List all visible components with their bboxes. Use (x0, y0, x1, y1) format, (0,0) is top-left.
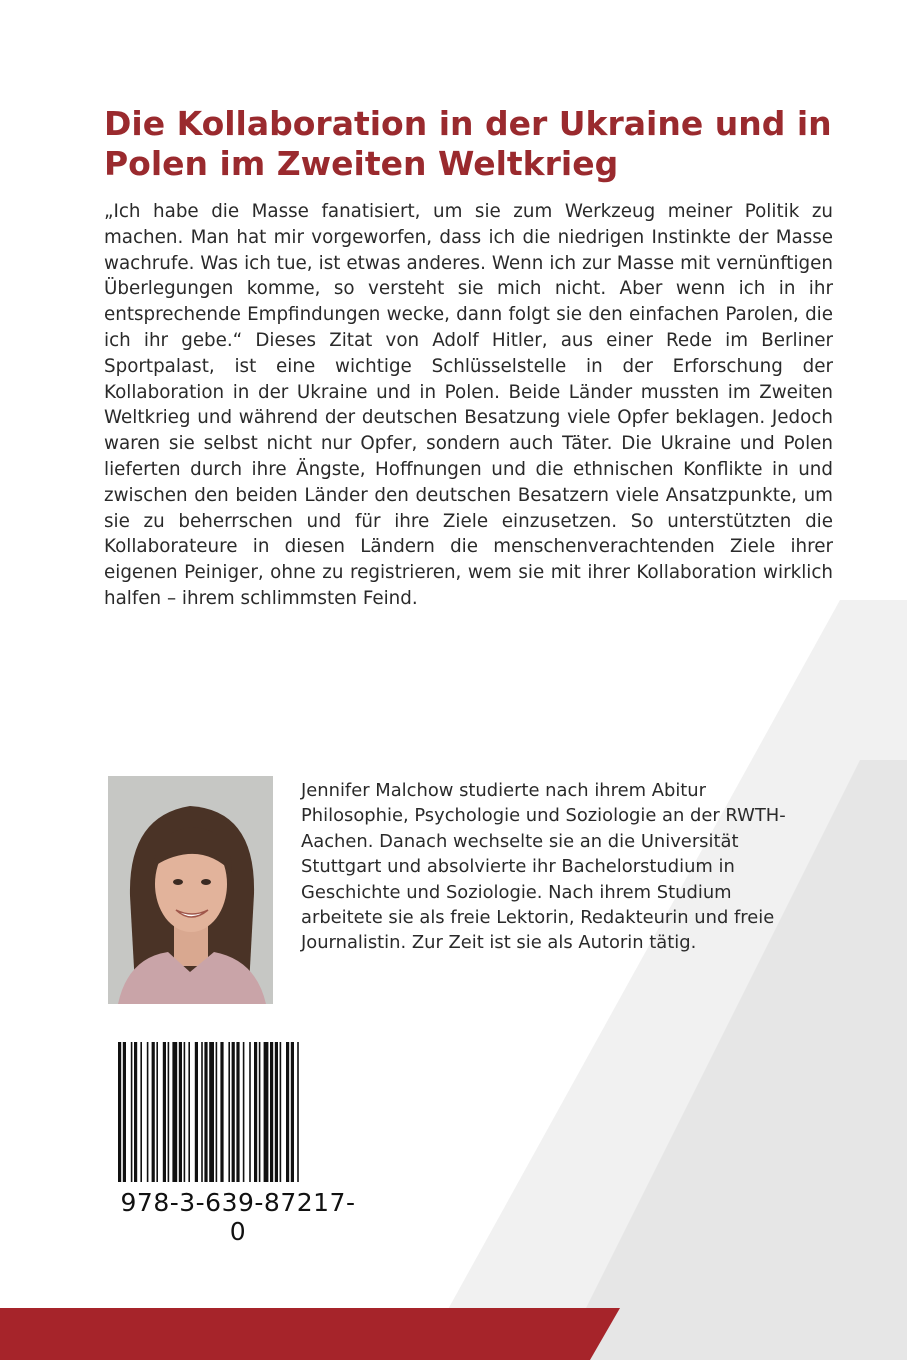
barcode-bar (249, 1042, 251, 1182)
barcode-bar (188, 1042, 190, 1182)
barcode-bar (297, 1042, 299, 1182)
barcode-bar (228, 1042, 230, 1182)
barcode-bar (123, 1042, 126, 1182)
barcode-bar (152, 1042, 155, 1182)
barcode-bar (259, 1042, 261, 1182)
barcode-bar (280, 1042, 282, 1182)
barcode-bar (156, 1042, 158, 1182)
barcode-bar (236, 1042, 239, 1182)
barcode-bar (131, 1042, 133, 1182)
barcode-bar (201, 1042, 203, 1182)
bottom-red-band (0, 1308, 907, 1360)
barcode-bar (134, 1042, 137, 1182)
book-blurb: „Ich habe die Masse fanatisiert, um sie zum Werkzeug meiner Politik zu machen. Man hat mir vorgeworfen, dass ich die niedrigen Instinkte der Masse wachrufe. Was ich tue, ist etwas anderes. Wenn ich zur Masse mit vernünftigen Überlegungen komme, so versteht sie mich nicht. Aber wenn ich in ihr entsprechende Empfindungen wecke, dann folgt sie den einfachen Parolen, die ich ihr gebe.“ Dieses Zitat von Adolf Hitler, aus einer Rede im Berliner Sportpalast, ist eine wichtige Schlüsselstelle in der Erforschung der Kollaboration in der Ukraine und in Polen. Beide Länder mussten im Zweiten Weltkrieg und während der deutschen Besatzung viele Opfer beklagen. Jedoch waren sie selbst nicht nur Opfer, sondern auch Täter. Die Ukraine und Polen lieferten durch ihre Ängste, Hoffnungen und die ethnischen Konflikte in und zwischen den beiden Länder den deutschen Besatzern viele Ansatzpunkte, um sie zu beherrschen und für ihre Ziele einzusetzen. So unterstützten die Kollaborateure in diesen Ländern die menschenverachtenden Ziele ihrer eigenen Peiniger, ohne zu registrieren, wem sie mit ihrer Kollaboration wirklich halfen – ihrem schlimmsten Feind. (104, 201, 833, 609)
barcode-bar (209, 1042, 214, 1182)
barcode-bar (286, 1042, 289, 1182)
barcode-bar (184, 1042, 186, 1182)
barcode-bar (140, 1042, 142, 1182)
barcode-bar (163, 1042, 166, 1182)
barcode-bar (220, 1042, 223, 1182)
barcode-bar (195, 1042, 198, 1182)
barcode-bar (179, 1042, 182, 1182)
isbn-number: 978-3-639-87217-0 (120, 1188, 356, 1246)
barcode-bar (243, 1042, 245, 1182)
author-bio: Jennifer Malchow studierte nach ihrem Abitur Philosophie, Psychologie und Soziologie an der RWTH-Aachen. Danach wechselte sie an die Universität Stuttgart und absolvierte ihr Bachelorstudium in Geschichte und Soziologie. Nach ihrem Studium arbeitete sie als freie Lektorin, Redakteurin und freie Journalistin. Zur Zeit ist sie als Autorin tätig. (301, 780, 786, 954)
barcode-bar (204, 1042, 207, 1182)
barcode-bar (232, 1042, 235, 1182)
barcode-bar (254, 1042, 257, 1182)
barcode-bars (116, 1042, 360, 1190)
barcode-bar (172, 1042, 177, 1182)
barcode-bar (168, 1042, 170, 1182)
barcode-bar (275, 1042, 278, 1182)
isbn-barcode (116, 1042, 360, 1246)
barcode-bar (270, 1042, 273, 1182)
barcode-bar (264, 1042, 269, 1182)
barcode-bar (216, 1042, 218, 1182)
author-photo (108, 776, 273, 1004)
barcode-bar (118, 1042, 121, 1182)
barcode-bar (291, 1042, 294, 1182)
book-title: Die Kollaboration in der Ukraine und in Polen im Zweiten Weltkrieg (104, 104, 832, 183)
barcode-bar (147, 1042, 149, 1182)
